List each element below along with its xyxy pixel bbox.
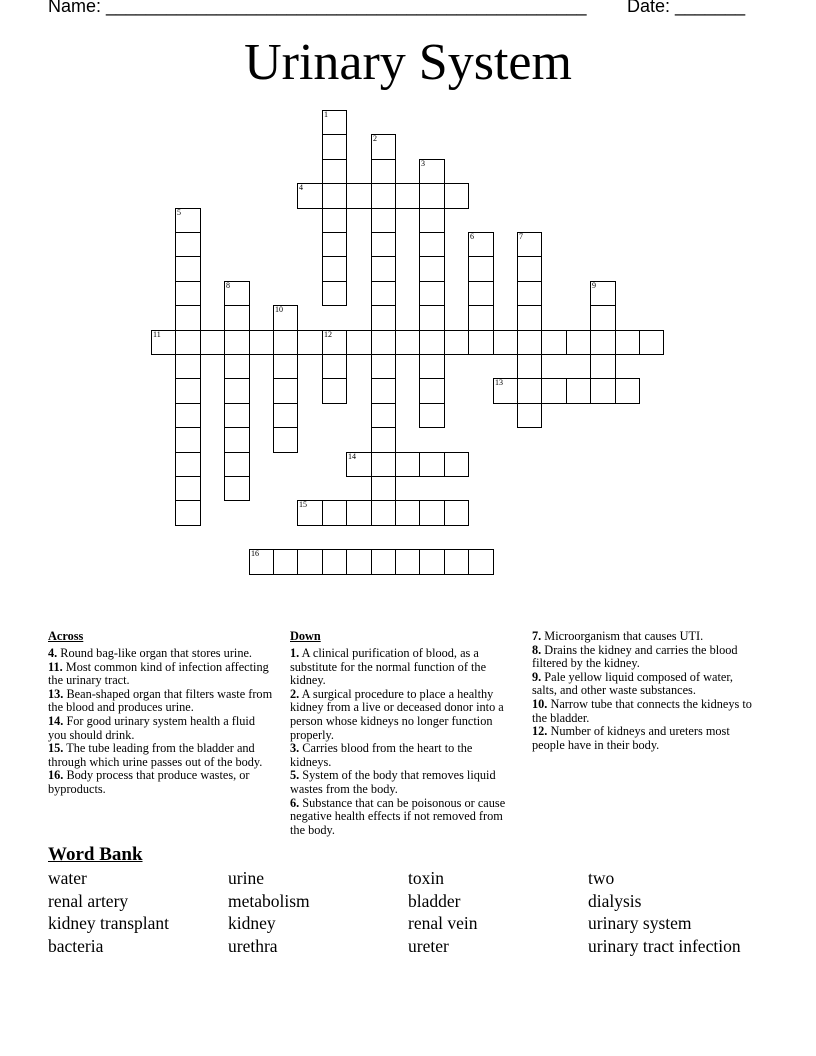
crossword-cell[interactable] (371, 500, 396, 526)
crossword-cell[interactable] (517, 281, 542, 306)
crossword-cell[interactable] (322, 281, 347, 306)
crossword-cell[interactable] (590, 330, 616, 355)
clue-text: Bean-shaped organ that filters waste from the blood and produces urine. (48, 686, 273, 715)
across-clue (48, 715, 276, 742)
clue-text: The tube leading from the bladder and through which urine passes out of the body. (48, 741, 263, 769)
across-clue (48, 688, 276, 715)
crossword-cell[interactable] (273, 354, 298, 379)
crossword-cell[interactable] (590, 378, 616, 404)
down-clue (532, 725, 754, 752)
crossword-cell[interactable] (371, 378, 396, 404)
crossword-cell[interactable] (493, 378, 518, 404)
crossword-cell[interactable] (224, 452, 250, 477)
crossword-cell[interactable] (517, 305, 542, 331)
crossword-cell[interactable] (224, 354, 250, 379)
crossword-cell[interactable] (346, 549, 372, 575)
crossword-cell[interactable] (395, 330, 420, 355)
clue-number: 5 (177, 208, 181, 217)
crossword-cell[interactable] (493, 330, 518, 355)
crossword-cell[interactable] (249, 330, 274, 355)
crossword-cell[interactable] (273, 549, 298, 575)
crossword-cell[interactable] (371, 256, 396, 282)
crossword-cell[interactable] (322, 159, 347, 184)
across-clue (48, 769, 276, 796)
crossword-cell[interactable] (322, 549, 347, 575)
crossword-cell[interactable] (371, 159, 396, 184)
crossword-cell[interactable] (468, 281, 494, 306)
clue-number: 4 (299, 183, 303, 192)
clue-number-label: 9. (532, 669, 542, 684)
clue-number: 7 (519, 232, 523, 241)
down-clue (290, 647, 510, 688)
crossword-cell[interactable] (371, 452, 396, 477)
word-bank-item: toxin (408, 868, 444, 888)
clue-number-label: 1. (290, 646, 300, 660)
crossword-cell[interactable] (224, 281, 250, 306)
crossword-cell[interactable] (395, 452, 420, 477)
word-bank-item: renal vein (408, 913, 478, 934)
crossword-cell[interactable] (419, 208, 445, 233)
crossword-cell[interactable] (322, 378, 347, 404)
clue-number: 8 (226, 281, 230, 290)
crossword-cell[interactable] (175, 403, 201, 428)
crossword-cell[interactable] (175, 330, 201, 355)
clue-number: 16 (251, 549, 259, 558)
word-bank-item: renal artery (48, 890, 129, 911)
word-bank-item: two (588, 868, 615, 888)
down-clue (532, 671, 754, 698)
word-bank-item: urinary system (588, 913, 692, 934)
clue-text: Number of kidneys and ureters most people have in their body. (532, 724, 730, 752)
clue-text: A clinical purification of blood, as a substitute for the normal function of the kidney. (290, 646, 487, 688)
clue-text: A surgical procedure to place a healthy kidney from a live or deceased donor into a person whose kidneys no longer function properly. (290, 686, 504, 742)
across-clue (48, 647, 276, 661)
crossword-cell[interactable] (615, 378, 640, 404)
crossword-cell[interactable] (444, 452, 469, 477)
clue-number-label: 16. (48, 768, 64, 783)
crossword-cell[interactable] (224, 427, 250, 453)
crossword-cell[interactable] (639, 330, 664, 355)
crossword-cell[interactable] (517, 403, 542, 428)
word-bank-item: bladder (408, 890, 461, 911)
clue-text: Pale yellow liquid composed of water, salts, and other waste substances. (532, 669, 734, 698)
crossword-cell[interactable] (175, 378, 201, 404)
crossword-cell[interactable] (541, 330, 567, 355)
crossword-cell[interactable] (444, 549, 469, 575)
crossword-cell[interactable] (517, 232, 542, 257)
date-field-label: Date: _______ (627, 0, 746, 16)
crossword-cell[interactable] (419, 403, 445, 428)
crossword-cell[interactable] (566, 330, 591, 355)
crossword-cell[interactable] (322, 208, 347, 233)
clue-number: 13 (495, 378, 503, 387)
crossword-cell[interactable] (395, 500, 420, 526)
crossword-cell[interactable] (371, 305, 396, 331)
crossword-cell[interactable] (175, 500, 201, 526)
crossword-cell[interactable] (419, 183, 445, 209)
word-bank-item: kidney transplant (48, 913, 170, 934)
clue-number-label: 3. (290, 741, 300, 756)
crossword-cell[interactable] (322, 134, 347, 160)
crossword-cell[interactable] (541, 378, 567, 404)
clue-number: 10 (275, 305, 283, 314)
clue-text: Drains the kidney and carries the blood filtered by the kidney. (532, 642, 738, 671)
word-bank-title: Word Bank (48, 844, 143, 865)
crossword-cell[interactable] (371, 427, 396, 453)
crossword-cell[interactable] (151, 330, 176, 355)
crossword-cell[interactable] (419, 281, 445, 306)
clue-number-label: 10. (532, 696, 548, 711)
crossword-cell[interactable] (322, 183, 347, 209)
down-clue (290, 769, 510, 796)
clue-number: 11 (153, 330, 161, 339)
crossword-cell[interactable] (419, 500, 445, 526)
crossword-cell[interactable] (273, 330, 298, 355)
crossword-cell[interactable] (175, 305, 201, 331)
crossword-cell[interactable] (346, 500, 372, 526)
crossword-cell[interactable] (175, 232, 201, 257)
crossword-cell[interactable] (468, 256, 494, 282)
crossword-cell[interactable] (346, 452, 372, 477)
crossword-cell[interactable] (590, 305, 616, 331)
crossword-cell[interactable] (371, 354, 396, 379)
crossword-cell[interactable] (322, 232, 347, 257)
crossword-cell[interactable] (175, 452, 201, 477)
down-clue (290, 688, 510, 742)
clue-number: 9 (592, 281, 596, 290)
crossword-cell[interactable] (517, 354, 542, 379)
word-bank-item: bacteria (48, 935, 104, 956)
crossword-cell[interactable] (395, 183, 420, 209)
crossword-cell[interactable] (297, 183, 323, 209)
crossword-cell[interactable] (175, 208, 201, 233)
crossword-cell[interactable] (468, 232, 494, 257)
down-clue (532, 630, 754, 644)
crossword-cell[interactable] (273, 403, 298, 428)
clue-number: 6 (470, 232, 474, 241)
crossword-cell[interactable] (322, 256, 347, 282)
crossword-cell[interactable] (444, 330, 469, 355)
clue-number: 15 (299, 500, 307, 509)
crossword-cell[interactable] (297, 330, 323, 355)
crossword-cell[interactable] (444, 183, 469, 209)
crossword-cell[interactable] (175, 354, 201, 379)
crossword-cell[interactable] (224, 330, 250, 355)
clue-number-label: 13. (48, 686, 64, 701)
crossword-cell[interactable] (468, 305, 494, 331)
clue-number-label: 8. (532, 642, 542, 657)
crossword-cell[interactable] (419, 549, 445, 575)
word-bank-item: urethra (228, 935, 278, 956)
crossword-cell[interactable] (395, 549, 420, 575)
crossword-cell[interactable] (297, 549, 323, 575)
crossword-cell[interactable] (175, 256, 201, 282)
clue-number-label: 15. (48, 741, 64, 756)
crossword-cell[interactable] (419, 305, 445, 331)
crossword-cell[interactable] (615, 330, 640, 355)
word-bank-item: water (48, 868, 87, 888)
crossword-cell[interactable] (346, 330, 372, 355)
down-clue (532, 644, 754, 671)
crossword-cell[interactable] (224, 378, 250, 404)
word-bank-item: dialysis (588, 890, 642, 911)
down-clue (532, 698, 754, 725)
clue-number-label: 2. (290, 686, 300, 701)
clue-number-label: 12. (532, 724, 548, 739)
clue-number: 12 (324, 330, 332, 339)
crossword-cell[interactable] (175, 476, 201, 501)
crossword-cell[interactable] (444, 500, 469, 526)
crossword-cell[interactable] (224, 476, 250, 501)
page-title: Urinary System (244, 34, 572, 91)
clue-text: Microorganism that causes UTI. (541, 629, 704, 643)
crossword-cell[interactable] (224, 403, 250, 428)
clue-number: 2 (373, 134, 377, 143)
crossword-cell[interactable] (322, 500, 347, 526)
crossword-cell[interactable] (590, 281, 616, 306)
crossword-cell[interactable] (371, 208, 396, 233)
crossword-cell[interactable] (419, 256, 445, 282)
crossword-cell[interactable] (517, 378, 542, 404)
crossword-cell[interactable] (273, 305, 298, 331)
clue-number-label: 4. (48, 646, 58, 660)
crossword-cell[interactable] (517, 256, 542, 282)
crossword-cell[interactable] (175, 281, 201, 306)
down-clues-continued (532, 630, 754, 752)
crossword-cell[interactable] (371, 183, 396, 209)
down-heading: Down (290, 629, 321, 643)
crossword-cell[interactable] (517, 330, 542, 355)
clue-text: Round bag-like organ that stores urine. (57, 646, 253, 660)
crossword-cell[interactable] (419, 232, 445, 257)
crossword-cell[interactable] (273, 378, 298, 404)
crossword-cell[interactable] (468, 330, 494, 355)
crossword-cell[interactable] (371, 330, 396, 355)
crossword-cell[interactable] (297, 500, 323, 526)
word-bank-item: kidney (228, 913, 276, 934)
down-clue (290, 797, 510, 838)
crossword-cell[interactable] (566, 378, 591, 404)
crossword-cell[interactable] (200, 330, 225, 355)
clue-text: For good urinary system health a fluid you should drink. (48, 713, 255, 742)
crossword-cell[interactable] (419, 378, 445, 404)
across-heading: Across (48, 629, 84, 643)
across-clue (48, 742, 276, 769)
crossword-cell[interactable] (371, 134, 396, 160)
crossword-cell[interactable] (590, 354, 616, 379)
crossword-cell[interactable] (224, 305, 250, 331)
word-bank-item: metabolism (228, 890, 310, 911)
clue-number-label: 7. (532, 629, 542, 643)
word-bank-item: urinary tract infection (588, 935, 741, 956)
crossword-cell[interactable] (346, 183, 372, 209)
clue-text: Body process that produce wastes, or byproducts. (48, 768, 250, 796)
clue-number-label: 14. (48, 713, 64, 728)
clue-text: Narrow tube that connects the kidneys to the bladder. (532, 696, 752, 725)
clue-number-label: 11. (48, 659, 63, 674)
clue-text: Most common kind of infection affecting the urinary tract. (48, 659, 269, 688)
clue-text: Carries blood from the heart to the kidneys. (290, 741, 473, 769)
crossword-cell[interactable] (419, 354, 445, 379)
crossword-cell[interactable] (322, 330, 347, 355)
word-bank-item: ureter (408, 935, 449, 956)
name-field-label: Name: ________________________________________________ (48, 0, 587, 16)
crossword-cell[interactable] (419, 330, 445, 355)
crossword-cell[interactable] (371, 476, 396, 501)
clue-text: System of the body that removes liquid wastes from the body. (290, 768, 496, 796)
crossword-cell[interactable] (249, 549, 274, 575)
clue-number: 3 (421, 159, 425, 168)
crossword-cell[interactable] (419, 159, 445, 184)
clue-number: 14 (348, 452, 356, 461)
crossword-cell[interactable] (322, 110, 347, 135)
crossword-cell[interactable] (175, 427, 201, 453)
across-clues (48, 630, 276, 797)
crossword-cell[interactable] (371, 281, 396, 306)
clue-number-label: 5. (290, 768, 300, 783)
clue-text: Substance that can be poisonous or cause negative health effects if not removed from the body. (290, 795, 506, 837)
crossword-cell[interactable] (468, 549, 494, 575)
crossword-cell[interactable] (371, 549, 396, 575)
clue-number-label: 6. (290, 795, 300, 810)
down-clue (290, 742, 510, 769)
clue-number: 1 (324, 110, 328, 119)
word-bank-item: urine (228, 868, 264, 888)
crossword-cell[interactable] (371, 403, 396, 428)
crossword-cell[interactable] (419, 452, 445, 477)
down-clues (290, 630, 510, 837)
crossword-cell[interactable] (371, 232, 396, 257)
crossword-cell[interactable] (322, 354, 347, 379)
across-clue (48, 661, 276, 688)
crossword-cell[interactable] (273, 427, 298, 453)
